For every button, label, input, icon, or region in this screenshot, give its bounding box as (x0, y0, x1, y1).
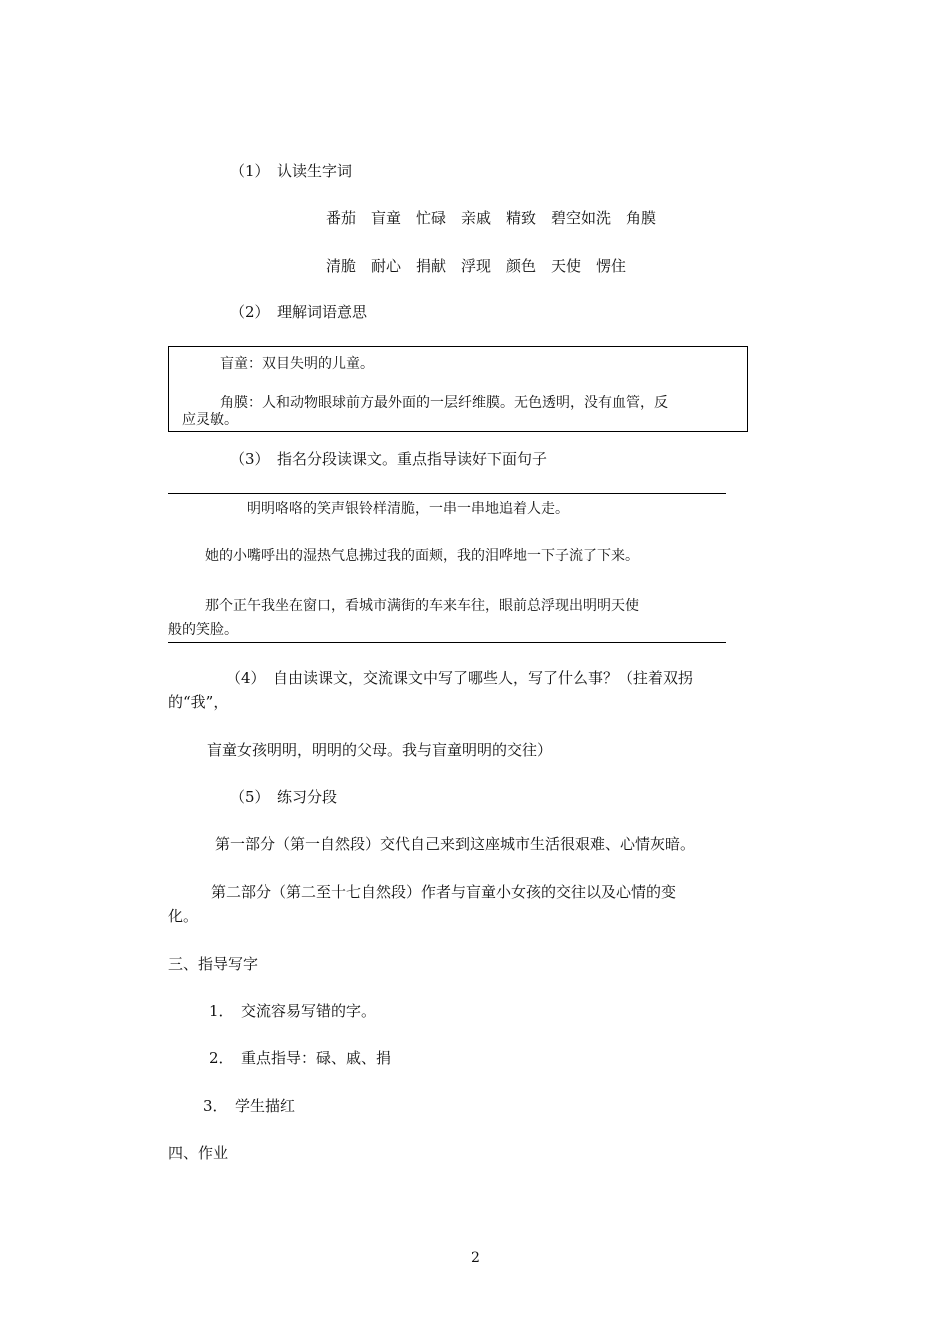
part-2-line-2: 化。 (168, 907, 199, 925)
key-sentence-1: 明明咯咯的笑声银铃样清脆，一串一串地追着人走。 (247, 501, 569, 517)
definition-jiaomo-cont: 应灵敏。 (182, 412, 238, 428)
sentence-top-rule (168, 493, 726, 494)
s3-heading: （3） 指名分段读课文。重点指导读好下面句子 (230, 450, 548, 468)
writing-item-3: 3． 学生描红 (203, 1097, 296, 1115)
s5-heading: （5） 练习分段 (230, 788, 338, 806)
writing-item-2: 2． 重点指导：碌、戚、捐 (209, 1049, 392, 1067)
key-sentence-3: 那个正午我坐在窗口，看城市满街的车来车往，眼前总浮现出明明天使 (205, 598, 639, 614)
definition-mangtong: 盲童：双目失明的儿童。 (220, 356, 374, 372)
writing-item-1: 1． 交流容易写错的字。 (209, 1002, 377, 1020)
part-1: 第一部分（第一自然段）交代自己来到这座城市生活很艰难、心情灰暗。 (215, 835, 696, 853)
section-4-title: 四、作业 (168, 1144, 229, 1162)
page-number: 2 (471, 1250, 480, 1266)
s2-heading: （2） 理解词语意思 (230, 303, 368, 321)
s4-line-3: 盲童女孩明明，明明的父母。我与盲童明明的交往） (207, 741, 553, 759)
section-3-title: 三、指导写字 (168, 955, 259, 973)
part-2-line-1: 第二部分（第二至十七自然段）作者与盲童小女孩的交往以及心情的变 (211, 883, 677, 901)
s1-heading: （1） 认读生字词 (230, 162, 353, 180)
vocab-row-1: 番茄 盲童 忙碌 亲戚 精致 碧空如洗 角膜 (326, 209, 657, 227)
s4-line-1: （4） 自由读课文，交流课文中写了哪些人，写了什么事？（拄着双拐 (226, 669, 694, 687)
definition-jiaomo: 角膜：人和动物眼球前方最外面的一层纤维膜。无色透明，没有血管，反 (220, 395, 668, 411)
vocab-row-2: 清脆 耐心 捐献 浮现 颜色 天使 愣住 (326, 257, 627, 275)
sentence-bottom-rule (168, 642, 726, 643)
key-sentence-3-cont: 般的笑脸。 (168, 622, 238, 638)
s4-line-2: 的“我”， (168, 693, 229, 711)
key-sentence-2: 她的小嘴呼出的湿热气息拂过我的面颊，我的泪哗地一下子流了下来。 (205, 548, 639, 564)
